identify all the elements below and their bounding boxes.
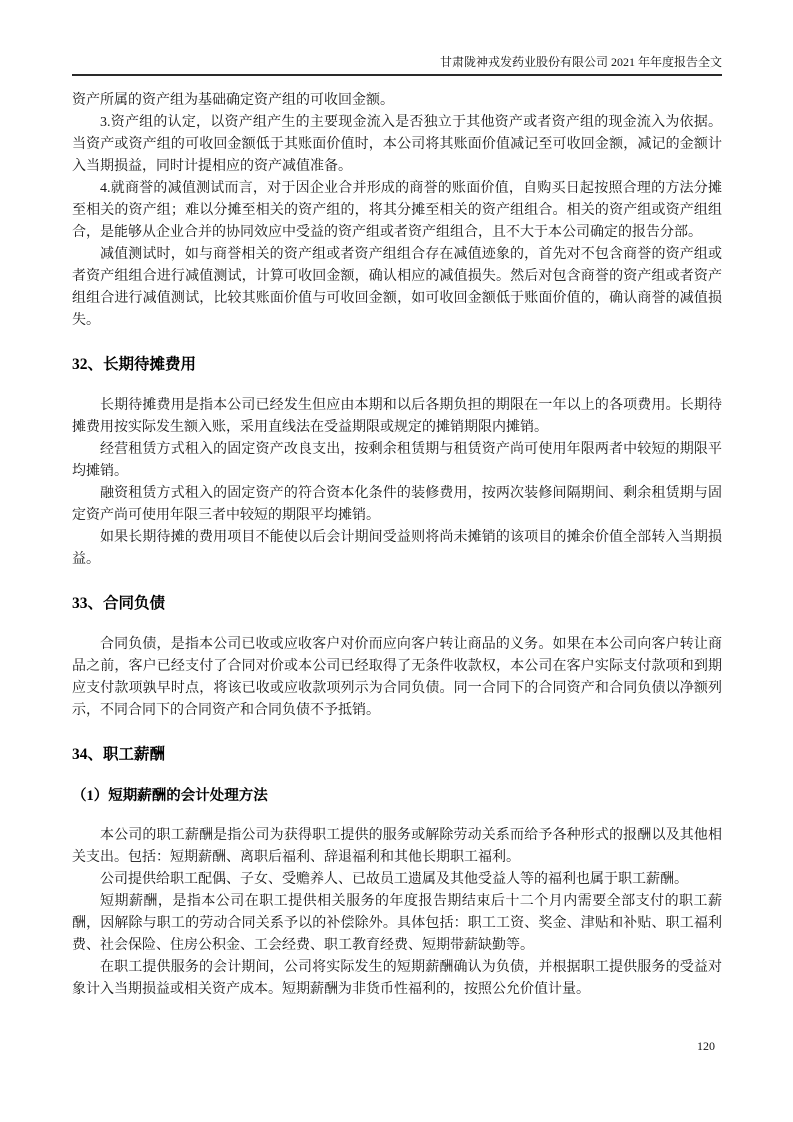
paragraph: 合同负债，是指本公司已收或应收客户对价而应向客户转让商品的义务。如果在本公司向客户转让商品之前，客户已经支付了合同对价或本公司已经取得了无条件收款权，本公司在客户实际支付款项和到期应支付款项孰早时点，将该已收或应收款项列示为合同负债。同一合同下的合同资产和合同负债以净额列示，不同合同下的合同资产和合同负债不予抵销。 [72, 637, 722, 718]
paragraph: 长期待摊费用是指本公司已经发生但应由本期和以后各期负担的期限在一年以上的各项费用。长期待摊费用按实际发生额入账，采用直线法在受益期限或规定的摊销期限内摊销。 [72, 398, 722, 435]
page-footer [697, 1038, 715, 1054]
paragraph: 短期薪酬，是指本公司在职工提供相关服务的年度报告期结束后十二个月内需要全部支付的职工薪酬，因解除与职工的劳动合同关系予以的补偿除外。具体包括：职工工资、奖金、津贴和补贴、职工福利费、社会保险、住房公积金、工会经费、职工教育经费、短期带薪缺勤等。 [72, 894, 722, 953]
paragraph: 如果长期待摊的费用项目不能使以后会计期间受益则将尚未摊销的该项目的摊余价值全部转入当期损益。 [72, 530, 722, 567]
header-title: 甘肃陇神戎发药业股份有限公司 2021 年年度报告全文 [439, 55, 722, 69]
paragraph: 本公司的职工薪酬是指公司为获得职工提供的服务或解除劳动关系而给予各种形式的报酬以及其他相关支出。包括：短期薪酬、离职后福利、辞退福利和其他长期职工福利。 [72, 828, 722, 865]
paragraph: 融资租赁方式租入的固定资产的符合资本化条件的装修费用，按两次装修间隔期间、剩余租赁期与固定资产尚可使用年限三者中较短的期限平均摊销。 [72, 486, 722, 523]
paragraph-continuation: 资产所属的资产组为基础确定资产组的可收回金额。 [72, 93, 394, 108]
page-header [72, 54, 722, 76]
section-heading-32: 32、长期待摊费用 [72, 356, 197, 373]
document-body [72, 90, 722, 1001]
section-heading-33: 33、合同负债 [72, 595, 166, 612]
paragraph: 在职工提供服务的会计期间，公司将实际发生的短期薪酬确认为负债，并根据职工提供服务的受益对象计入当期损益或相关资产成本。短期薪酬为非货币性福利的，按照公允价值计量。 [72, 960, 722, 997]
section-heading-34: 34、职工薪酬 [72, 746, 166, 763]
paragraph: 经营租赁方式租入的固定资产改良支出，按剩余租赁期与租赁资产尚可使用年限两者中较短的期限平均摊销。 [72, 442, 722, 479]
subsection-heading-1: （1）短期薪酬的会计处理方法 [72, 788, 268, 804]
paragraph: 4.就商誉的减值测试而言，对于因企业合并形成的商誉的账面价值，自购买日起按照合理的方法分摊至相关的资产组；难以分摊至相关的资产组的，将其分摊至相关的资产组组合。相关的资产组或资产组组合，是能够从企业合并的协同效应中受益的资产组或者资产组组合，且不大于本公司确定的报告分部。 [72, 181, 722, 240]
paragraph: 公司提供给职工配偶、子女、受赡养人、已故员工遗属及其他受益人等的福利也属于职工薪酬。 [100, 872, 688, 887]
page-number: 120 [697, 1039, 715, 1053]
paragraph: 3.资产组的认定，以资产组产生的主要现金流入是否独立于其他资产或者资产组的现金流入为依据。当资产或资产组的可收回金额低于其账面价值时，本公司将其账面价值减记至可收回金额，减记的金额计入当期损益，同时计提相应的资产减值准备。 [72, 115, 722, 174]
paragraph: 减值测试时，如与商誉相关的资产组或者资产组组合存在减值迹象的，首先对不包含商誉的资产组或者资产组组合进行减值测试，计算可收回金额，确认相应的减值损失。然后对包含商誉的资产组或者资产组组合进行减值测试，比较其账面价值与可收回金额，如可收回金额低于账面价值的，确认商誉的减值损失。 [72, 247, 722, 328]
